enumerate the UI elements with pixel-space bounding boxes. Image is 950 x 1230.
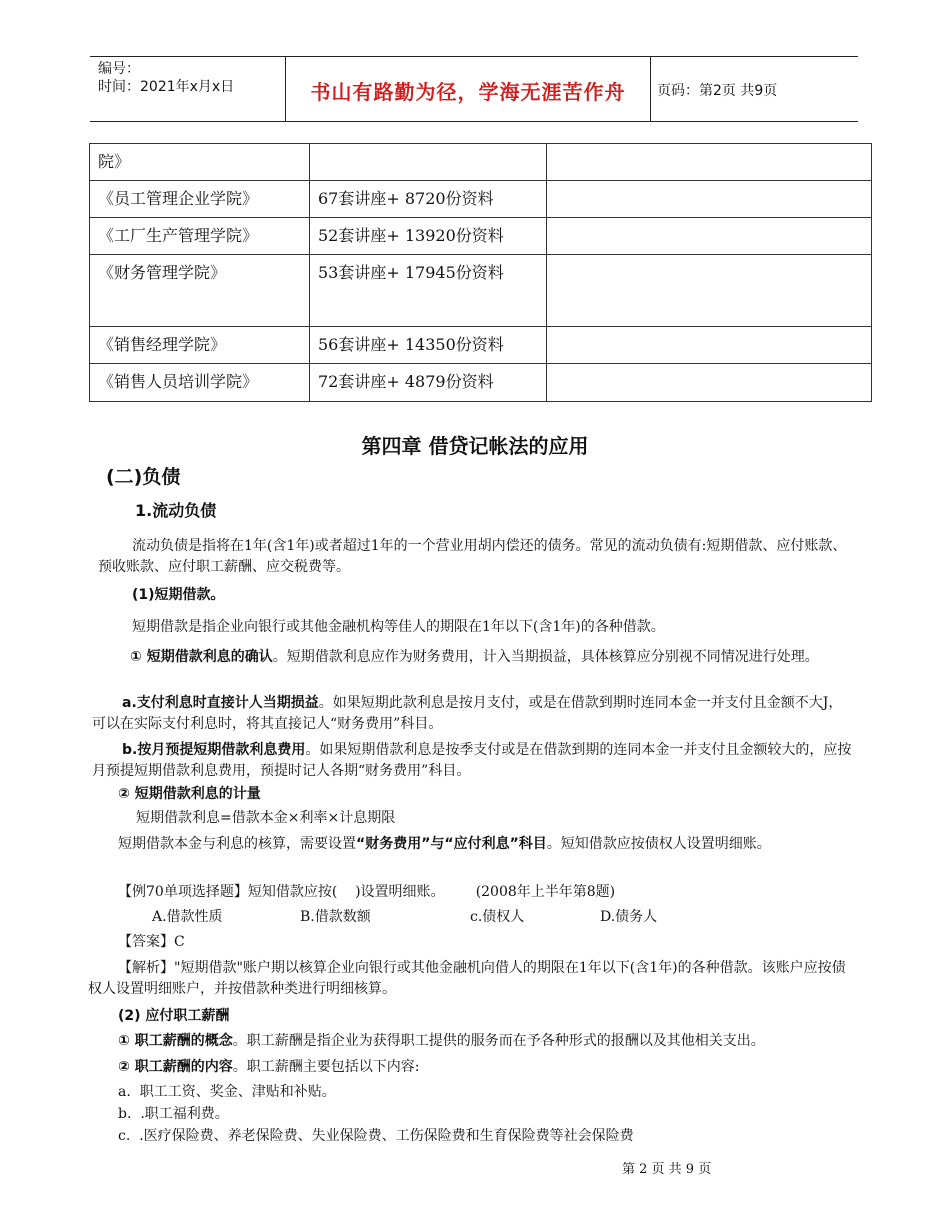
monthly-accrual-text: 。如果短期借款利息是按季支付或是在借款到期的连同本金一并支付且金额较大的，应按月预提短期借款利息费用，预提时记人各期“财务费用”科目。	[92, 742, 852, 779]
header-page-number: 页码：第2页 共9页	[657, 83, 778, 99]
paragraph-current-liabilities: 流动负债是指将在1年(含1年)或者超过1年的一个营业用胡内偿还的债务。常见的流动负债有:短期借款、应付账款、预收账款、应付职工薪酬、应交税费等。	[98, 538, 847, 575]
option-a: A.借款性质	[152, 909, 223, 925]
option-d: D.债务人	[600, 909, 658, 925]
compensation-content-text: 。职工薪酬主要包括以下内容:	[232, 1059, 420, 1075]
example-question: 【例70单项选择题】短知借款应按( )设置明细账。 (2008年上半年第8题)	[118, 884, 616, 900]
table-cell-extra	[547, 181, 872, 218]
header-bottom-rule	[90, 121, 858, 122]
table-cell-content: 53套讲座+ 17945份资料	[310, 255, 547, 327]
header-meta	[98, 60, 234, 96]
list-item: b. .职工福利费。	[118, 1106, 229, 1122]
table-row	[90, 181, 872, 218]
document-number-label: 编号：	[98, 61, 140, 77]
account-setup-text-b: 。短知借款应按债权人设置明细账。	[546, 836, 771, 852]
table-cell-content	[310, 144, 547, 181]
paragraph-short-term-loans: 短期借款是指企业向银行或其他金融机构等佳人的期限在1年以下(含1年)的各种借款。	[132, 619, 665, 635]
header-top-rule	[90, 56, 858, 57]
formula-interest: 短期借款利息=借款本金×利率×计息期限	[136, 810, 396, 826]
interest-recognition-text: 。短期借款利息应作为财务费用，计入当期损益，具体核算应分别视不同情况进行处理。	[272, 649, 819, 665]
table-cell-name: 《工厂生产管理学院》	[90, 218, 310, 255]
paragraph-interest-recognition	[96, 647, 856, 668]
header-motto: 书山有路勤为径，学海无涯苦作舟	[310, 80, 626, 104]
paragraph-pay-interest-directly	[92, 693, 856, 735]
table-cell-content: 52套讲座+ 13920份资料	[310, 218, 547, 255]
table-cell-extra	[547, 255, 872, 327]
pay-interest-text: 。如果短期此款利息是按月支付，或是在借款到期时连同本金一并支付且金额不大J，可以在实际支付利息时，将其直接记人“财务费用”科目。	[92, 695, 843, 732]
table-row	[90, 144, 872, 181]
section-title: (二)负债	[106, 466, 181, 488]
paragraph-compensation-concept	[118, 1031, 874, 1052]
table-cell-name: 《财务管理学院》	[90, 255, 310, 327]
heading-short-term-loans: (1)短期借款。	[132, 587, 225, 603]
interest-recognition-heading: ① 短期借款利息的确认	[130, 649, 273, 665]
table-row	[90, 364, 872, 402]
option-c: c.债权人	[470, 909, 525, 925]
account-setup-bold: “财务费用”与“应付利息”科目	[356, 836, 547, 852]
table-cell-content: 56套讲座+ 14350份资料	[310, 327, 547, 364]
heading-employee-compensation: (2) 应付职工薪酬	[118, 1008, 230, 1024]
table-cell-content: 72套讲座+ 4879份资料	[310, 364, 547, 402]
paragraph-compensation-content	[118, 1057, 874, 1078]
option-b: B.借款数额	[300, 909, 371, 925]
analysis: 【解析】"短期借款"账户期以核算企业向银行或其他金融机向借人的期限在1年以下(含1年)的各种借款。该账户应按债权人设置明细账户，并按借款种类进行明细核算。	[88, 960, 846, 997]
account-setup-text-a: 短期借款本金与利息的核算，需要设置	[118, 836, 356, 852]
table-cell-extra	[547, 218, 872, 255]
compensation-content-heading: ② 职工薪酬的内容	[118, 1059, 233, 1075]
compensation-concept-heading: ① 职工薪酬的概念	[118, 1033, 233, 1049]
heading-interest-measurement: ② 短期借款利息的计量	[118, 786, 261, 802]
table-cell-name: 《销售经理学院》	[90, 327, 310, 364]
table-cell-name: 《员工管理企业学院》	[90, 181, 310, 218]
table-cell-content: 67套讲座+ 8720份资料	[310, 181, 547, 218]
table-cell-extra	[547, 327, 872, 364]
table-cell-name: 院》	[90, 144, 310, 181]
document-time-label: 时间：2021年x月x日	[98, 79, 235, 95]
list-item: a. 职工工资、奖金、津贴和补贴。	[118, 1084, 336, 1100]
paragraph-account-setup	[92, 834, 856, 855]
page-footer: 第 2 页 共 9 页	[622, 1162, 712, 1177]
subsection-title: 1.流动负债	[135, 501, 217, 520]
chapter-title: 第四章 借贷记帐法的应用	[361, 434, 589, 458]
paragraph-monthly-accrual	[92, 740, 856, 782]
header-divider-right	[650, 56, 651, 122]
compensation-concept-text: 。职工薪酬是指企业为获得职工提供的服务而在予各种形式的报酬以及其他相关支出。	[232, 1033, 765, 1049]
course-table	[89, 143, 872, 402]
table-cell-extra	[547, 144, 872, 181]
table-cell-extra	[547, 364, 872, 402]
table-cell-name: 《销售人员培训学院》	[90, 364, 310, 402]
table-row	[90, 218, 872, 255]
list-item: c. .医疗保险费、养老保险费、失业保险费、工伤保险费和生育保险费等社会保险费	[118, 1128, 634, 1144]
pay-interest-heading: a.支付利息时直接计人当期损益	[122, 695, 319, 711]
table-row	[90, 327, 872, 364]
answer: 【答案】C	[118, 934, 185, 950]
monthly-accrual-heading: b.按月预提短期借款利息费用	[122, 742, 306, 758]
table-row	[90, 255, 872, 327]
